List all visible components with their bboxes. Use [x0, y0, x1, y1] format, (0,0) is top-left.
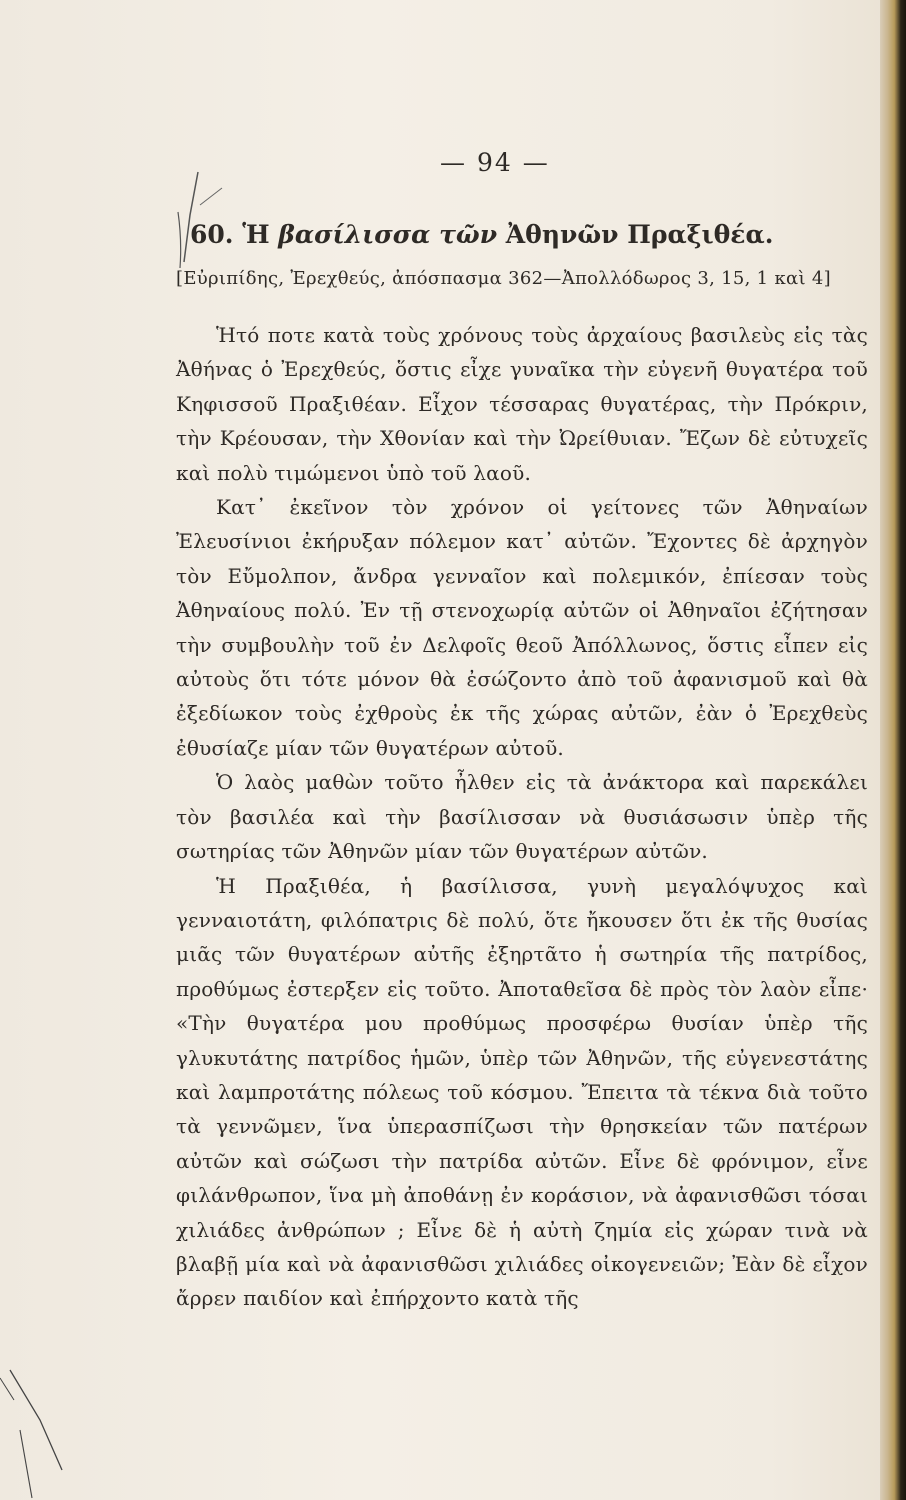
chapter-title — [190, 220, 773, 249]
chapter-title-italic: βασίλισσα τῶν — [278, 220, 498, 249]
page-number: — 94 — — [440, 148, 550, 177]
chapter-title-pre: Ἡ — [242, 220, 279, 249]
source-citation: [Εὐριπίδης, Ἐρεχθεύς, ἀπόσπασμα 362—Ἀπολλόδωρος 3, 15, 1 καὶ 4] — [176, 268, 831, 289]
paragraph: Ὁ λαὸς μαθὼν τοῦτο ἦλθεν εἰς τὰ ἀνάκτορα καὶ παρεκάλει τὸν βασιλέα καὶ τὴν βασίλισσαν νὰ θυσιάσωσιν ὑπὲρ τῆς σωτηρίας τῶν Ἀθηνῶν μίαν τῶν θυγατέρων αὐτῶν. — [176, 770, 868, 864]
paragraph: Κατ᾽ ἐκεῖνον τὸν χρόνον οἱ γείτονες τῶν Ἀθηναίων Ἐλευσίνιοι ἐκήρυξαν πόλεμον κατ᾽ αὐτῶν. Ἔχοντες δὲ ἀρχηγὸν τὸν Εὔμολπον, ἄνδρα γενναῖον καὶ πολεμικόν, ἐπίεσαν τοὺς Ἀθηναίους πολύ. Ἐν τῇ στενοχωρίᾳ αὐτῶν οἱ Ἀθηναῖοι ἐζήτησαν τὴν συμβουλὴν τοῦ ἐν Δελφοῖς θεοῦ Ἀπόλλωνος, ὅστις εἶπεν εἰς αὐτοὺς ὅτι τότε μόνον θὰ ἐσώζοντο ἀπὸ τοῦ ἀφανισμοῦ καὶ θὰ ἐξεδίωκον τοὺς ἐχθροὺς ἐκ τῆς χώρας αὐτῶν, ἐὰν ὁ Ἐρεχθεὺς ἐθυσίαζε μίαν τῶν θυγατέρων αὐτοῦ. — [176, 495, 868, 760]
body-text — [176, 318, 868, 1316]
paragraph: Ἡ Πραξιθέα, ἡ βασίλισσα, γυνὴ μεγαλόψυχος καὶ γενναιοτάτη, φιλόπατρις δὲ πολύ, ὅτε ἤκουσεν ὅτι ἐκ τῆς θυσίας μιᾶς τῶν θυγατέρων αὐτῆς ἐξηρτᾶτο ἡ σωτηρία τῆς πατρίδος, προθύμως ἐστερξεν εἰς τοῦτο. Ἀποταθεῖσα δὲ πρὸς τὸν λαὸν εἶπε· «Τὴν θυγατέρα μου προθύμως προσφέρω θυσίαν ὑπὲρ τῆς γλυκυτάτης πατρίδος ἡμῶν, ὑπὲρ τῶν Ἀθηνῶν, τῆς εὐγενεστάτης καὶ λαμπροτάτης πόλεως τοῦ κόσμου. Ἔπειτα τὰ τέκνα διὰ τοῦτο τὰ γεννῶμεν, ἵνα ὑπερασπίζωσι τὴν θρησκείαν τῶν πατέρων αὐτῶν καὶ σώζωσι τὴν πατρίδα αὐτῶν. Εἶνε δὲ φρόνιμον, εἶνε φιλάνθρωπον, ἵνα μὴ ἀποθάνῃ ἐν κοράσιον, νὰ ἀφανισθῶσι τόσαι χιλιάδες ἀνθρώπων ; Εἶνε δὲ ἡ αὐτὴ ζημία εἰς χώραν τινὰ νὰ βλαβῇ μία καὶ νὰ ἀφανισθῶσι χιλιάδες οἰκογενειῶν; Ἐὰν δὲ εἶχον ἄρρεν παιδίον καὶ ἐπήρχοντο κατὰ τῆς — [176, 873, 868, 1311]
chapter-title-post: Ἀθηνῶν Πραξιθέα. — [497, 220, 774, 249]
paragraph: Ἡτό ποτε κατὰ τοὺς χρόνους τοὺς ἀρχαίους βασιλεὺς εἰς τὰς Ἀθήνας ὁ Ἐρεχθεύς, ὅστις εἶχε γυναῖκα τὴν εὐγενῆ θυγατέρα τοῦ Κηφισσοῦ Πραξιθέαν. Εἶχον τέσσαρας θυγατέρας, τὴν Πρόκριν, τὴν Κρέουσαν, τὴν Χθονίαν καὶ τὴν Ὠρείθυιαν. Ἔζων δὲ εὐτυχεῖς καὶ πολὺ τιμώμενοι ὑπὸ τοῦ λαοῦ. — [176, 323, 868, 485]
chapter-number: 60. — [190, 220, 234, 249]
page-binding-edge — [880, 0, 906, 1500]
